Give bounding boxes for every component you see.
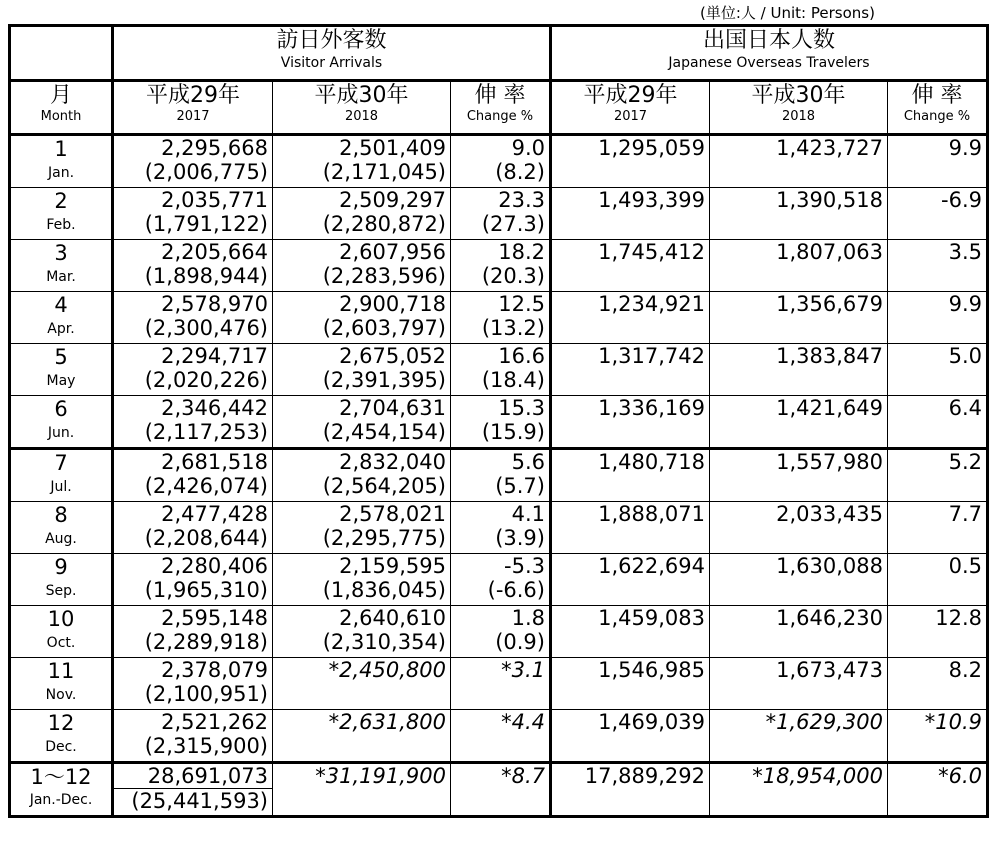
v2018-cell: 2,607,956 (2,283,596) [273, 240, 451, 292]
j2018-cell: *1,629,300 [710, 710, 888, 763]
vchange-cell: *3.1 [451, 658, 551, 710]
v2017-cell: 2,477,428 (2,208,644) [113, 502, 273, 554]
j2018-cell: 1,356,679 [710, 292, 888, 344]
j2018-cell: 1,423,727 [710, 135, 888, 188]
month-cell: 11 Nov. [10, 658, 113, 710]
total-row [10, 763, 988, 817]
total-j2018: *18,954,000 [710, 763, 888, 817]
v2018-cell: 2,640,610 (2,310,354) [273, 606, 451, 658]
vchange-cell: 5.6 (5.7) [451, 449, 551, 502]
j2018-cell: 1,673,473 [710, 658, 888, 710]
j2017-cell: 1,546,985 [551, 658, 710, 710]
month-cell: 2 Feb. [10, 188, 113, 240]
jchange-cell: 0.5 [888, 554, 988, 606]
total-label: 1〜12 Jan.-Dec. [10, 763, 113, 817]
table-row [10, 658, 988, 710]
table-row [10, 135, 988, 188]
j2017-cell: 1,745,412 [551, 240, 710, 292]
j2018-cell: 1,390,518 [710, 188, 888, 240]
month-header: 月 Month [10, 81, 113, 135]
v2017-cell: 2,346,442 (2,117,253) [113, 396, 273, 449]
table-row [10, 449, 988, 502]
jchange-cell: 5.2 [888, 449, 988, 502]
v2018-cell: 2,675,052 (2,391,395) [273, 344, 451, 396]
v2018-cell: 2,578,021 (2,295,775) [273, 502, 451, 554]
j2017-cell: 1,295,059 [551, 135, 710, 188]
j2018-cell: 2,033,435 [710, 502, 888, 554]
j2017-cell: 1,480,718 [551, 449, 710, 502]
v2017-cell: 2,205,664 (1,898,944) [113, 240, 273, 292]
statistics-table [8, 24, 989, 818]
vchange-cell: 23.3 (27.3) [451, 188, 551, 240]
jchange-cell: 6.4 [888, 396, 988, 449]
table-row [10, 606, 988, 658]
v2017-cell: 2,280,406 (1,965,310) [113, 554, 273, 606]
table-row [10, 502, 988, 554]
total-v2018: *31,191,900 [273, 763, 451, 817]
v2017-cell: 2,378,079 (2,100,951) [113, 658, 273, 710]
jchange-cell: -6.9 [888, 188, 988, 240]
j2018-cell: 1,807,063 [710, 240, 888, 292]
v2017-cell: 2,521,262 (2,315,900) [113, 710, 273, 763]
vchange-cell: 4.1 (3.9) [451, 502, 551, 554]
month-cell: 1 Jan. [10, 135, 113, 188]
v2018-cell: 2,159,595 (1,836,045) [273, 554, 451, 606]
v2017-cell: 2,578,970 (2,300,476) [113, 292, 273, 344]
visitor-arrivals-header: 訪日外客数 Visitor Arrivals [113, 26, 551, 81]
table-row [10, 344, 988, 396]
month-cell: 9 Sep. [10, 554, 113, 606]
month-cell: 5 May [10, 344, 113, 396]
jchange-cell: 3.5 [888, 240, 988, 292]
j2018-cell: 1,383,847 [710, 344, 888, 396]
vchange-cell: 16.6 (18.4) [451, 344, 551, 396]
j2017-cell: 1,317,742 [551, 344, 710, 396]
j2018-header: 平成30年 2018 [710, 81, 888, 135]
j2018-cell: 1,630,088 [710, 554, 888, 606]
j2017-header: 平成29年 2017 [551, 81, 710, 135]
v2017-cell: 2,295,668 (2,006,775) [113, 135, 273, 188]
month-cell: 8 Aug. [10, 502, 113, 554]
j2018-cell: 1,557,980 [710, 449, 888, 502]
jchange-cell: 12.8 [888, 606, 988, 658]
j2017-cell: 1,459,083 [551, 606, 710, 658]
v2018-cell: 2,832,040 (2,564,205) [273, 449, 451, 502]
jchange-cell: 7.7 [888, 502, 988, 554]
v2017-cell: 2,035,771 (1,791,122) [113, 188, 273, 240]
v2018-cell: 2,509,297 (2,280,872) [273, 188, 451, 240]
header-row-groups [10, 26, 988, 81]
vchange-cell: 12.5 (13.2) [451, 292, 551, 344]
header-row-columns [10, 81, 988, 135]
v2017-header: 平成29年 2017 [113, 81, 273, 135]
unit-note: (単位:人 / Unit: Persons) [700, 4, 875, 22]
v2017-cell: 2,595,148 (2,289,918) [113, 606, 273, 658]
jchange-cell: *10.9 [888, 710, 988, 763]
v2018-cell: 2,501,409 (2,171,045) [273, 135, 451, 188]
vchange-cell: 9.0 (8.2) [451, 135, 551, 188]
jchange-cell: 5.0 [888, 344, 988, 396]
table-row [10, 710, 988, 763]
table-row [10, 240, 988, 292]
month-cell: 12 Dec. [10, 710, 113, 763]
j2017-cell: 1,336,169 [551, 396, 710, 449]
j2017-cell: 1,622,694 [551, 554, 710, 606]
vchange-cell: 15.3 (15.9) [451, 396, 551, 449]
table-row [10, 396, 988, 449]
table-row [10, 188, 988, 240]
total-vchange: *8.7 [451, 763, 551, 817]
month-cell: 10 Oct. [10, 606, 113, 658]
v2017-cell: 2,294,717 (2,020,226) [113, 344, 273, 396]
table-row [10, 554, 988, 606]
j2018-cell: 1,646,230 [710, 606, 888, 658]
j2017-cell: 1,888,071 [551, 502, 710, 554]
vchange-cell: 1.8 (0.9) [451, 606, 551, 658]
vchange-cell: 18.2 (20.3) [451, 240, 551, 292]
total-j2017: 17,889,292 [551, 763, 710, 817]
vchange-cell: -5.3 (-6.6) [451, 554, 551, 606]
v-change-header: 伸 率 Change % [451, 81, 551, 135]
month-cell: 7 Jul. [10, 449, 113, 502]
v2018-cell: 2,704,631 (2,454,154) [273, 396, 451, 449]
j2018-cell: 1,421,649 [710, 396, 888, 449]
month-cell: 3 Mar. [10, 240, 113, 292]
jchange-cell: 8.2 [888, 658, 988, 710]
j2017-cell: 1,493,399 [551, 188, 710, 240]
v2018-header: 平成30年 2018 [273, 81, 451, 135]
jchange-cell: 9.9 [888, 292, 988, 344]
j2017-cell: 1,234,921 [551, 292, 710, 344]
overseas-travelers-header: 出国日本人数 Japanese Overseas Travelers [551, 26, 988, 81]
v2017-cell: 2,681,518 (2,426,074) [113, 449, 273, 502]
v2018-cell: *2,631,800 [273, 710, 451, 763]
vchange-cell: *4.4 [451, 710, 551, 763]
month-cell: 6 Jun. [10, 396, 113, 449]
j2017-cell: 1,469,039 [551, 710, 710, 763]
j-change-header: 伸 率 Change % [888, 81, 988, 135]
v2018-cell: *2,450,800 [273, 658, 451, 710]
corner-cell [10, 26, 113, 81]
total-v2017: 28,691,073 (25,441,593) [113, 763, 273, 817]
jchange-cell: 9.9 [888, 135, 988, 188]
table-row [10, 292, 988, 344]
total-jchange: *6.0 [888, 763, 988, 817]
v2018-cell: 2,900,718 (2,603,797) [273, 292, 451, 344]
month-cell: 4 Apr. [10, 292, 113, 344]
